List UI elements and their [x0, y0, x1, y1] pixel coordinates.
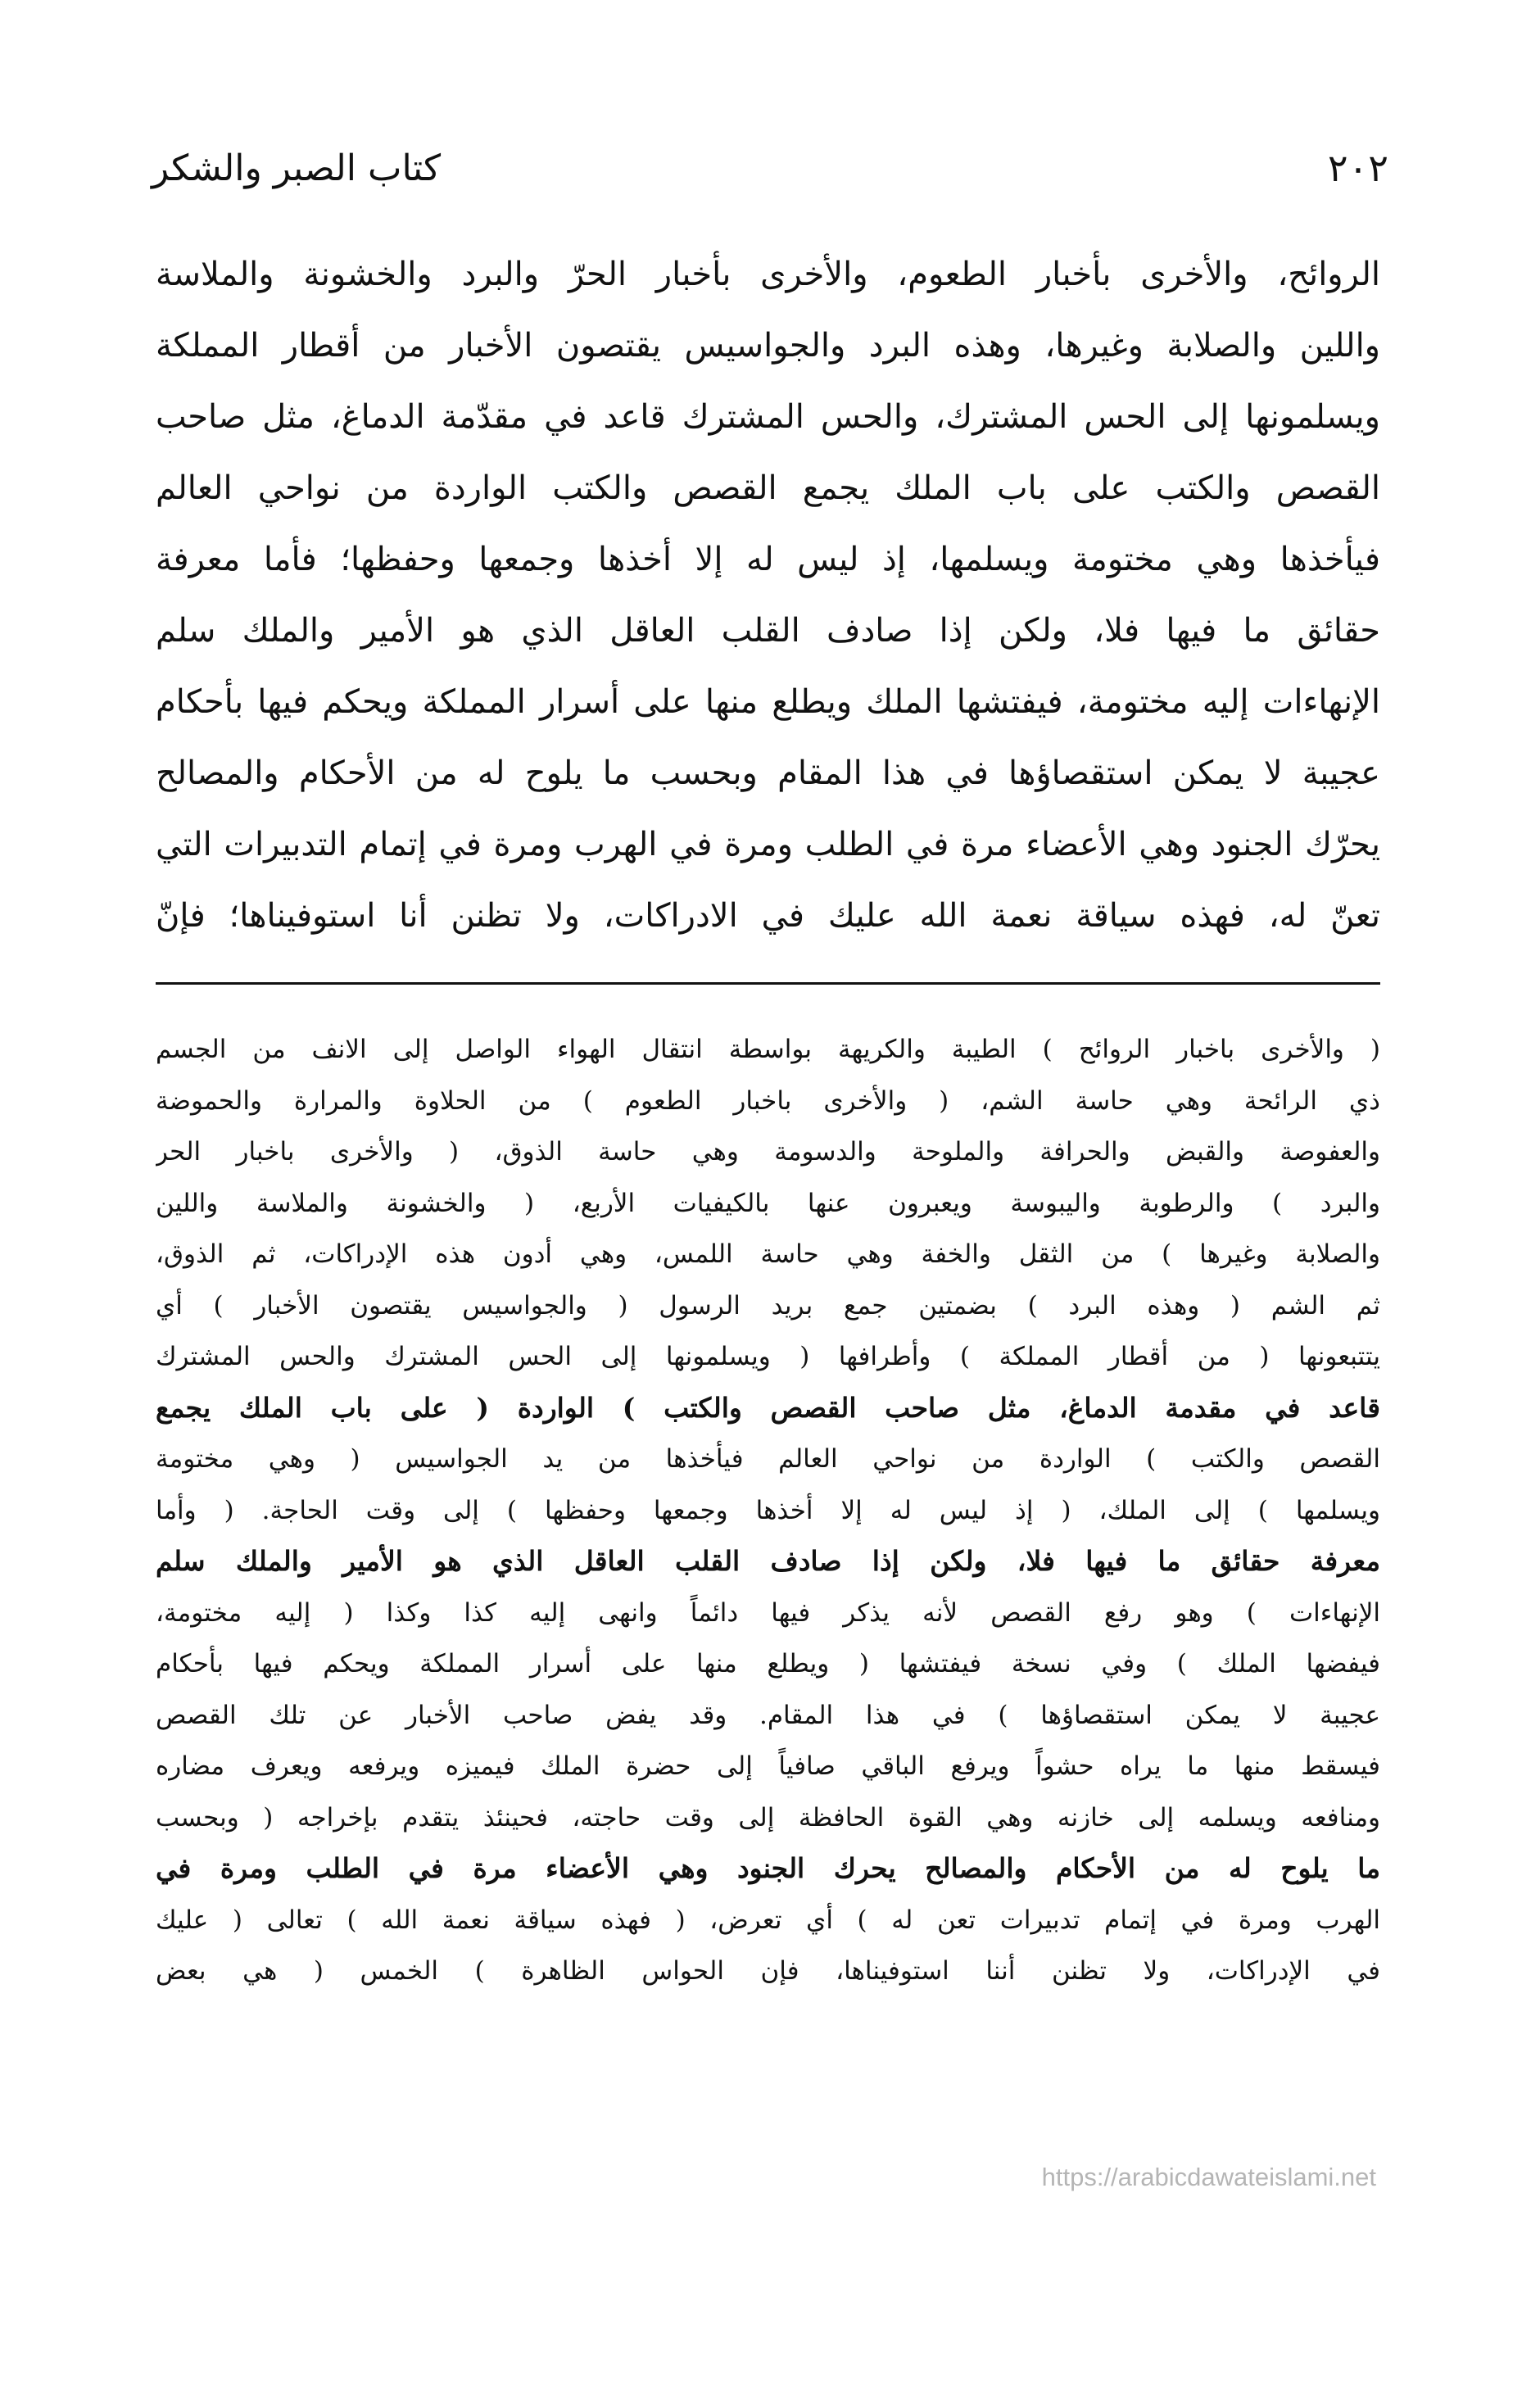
commentary-line: عجيبة لا يمكن استقصاؤها ) في هذا المقام. وقد يفض صاحب الأخبار عن تلك القصص: [156, 1700, 1380, 1730]
main-text-line: الإنهاءات إليه مختومة، فيفتشها الملك ويطلع منها على أسرار المملكة ويحكم فيها بأحكام: [156, 683, 1380, 721]
main-text-line: يحرّك الجنود وهي الأعضاء مرة في الطلب ومرة في الهرب ومرة في إتمام التدبيرات التي: [156, 826, 1380, 863]
commentary-text: [156, 1024, 1380, 1997]
watermark-url: https://arabicdawateislami.net: [1041, 2163, 1376, 2191]
commentary-line: والبرد ) والرطوبة واليبوسة ويعبرون عنها بالكيفيات الأربع، ( والخشونة والملاسة واللين: [156, 1188, 1380, 1218]
main-text-line: القصص والكتب على باب الملك يجمع القصص والكتب الواردة من نواحي العالم: [156, 469, 1380, 507]
page-number: ٢٠٢: [1327, 146, 1388, 190]
commentary-line: الهرب ومرة في إتمام تدبيرات تعن له ) أي تعرض، ( فهذه سياقة نعمة الله ) تعالى ( عليك: [156, 1905, 1380, 1935]
commentary-line: القصص والكتب ) الواردة من نواحي العالم فيأخذها من يد الجواسيس ( وهي مختومة: [156, 1444, 1380, 1474]
commentary-line: والصلابة وغيرها ) من الثقل والخفة وهي حاسة اللمس، وهي أدون هذه الإدراكات، ثم الذوق،: [156, 1239, 1380, 1269]
main-text-line: ويسلمونها إلى الحس المشترك، والحس المشترك قاعد في مقدّمة الدماغ، مثل صاحب: [156, 398, 1380, 436]
main-text-line: تعنّ له، فهذه سياقة نعمة الله عليك في الادراكات، ولا تظنن أنا استوفيناها؛ فإنّ: [156, 897, 1380, 935]
page-header: [152, 139, 1388, 197]
commentary-line: ما يلوح له من الأحكام والمصالح يحرك الجنود وهي الأعضاء مرة في الطلب ومرة في: [156, 1852, 1380, 1884]
commentary-line: في الإدراكات، ولا تظنن أننا استوفيناها، فإن الحواس الظاهرة ) الخمس ( هي بعض: [156, 1956, 1380, 1986]
book-title: كتاب الصبر والشكر: [152, 147, 442, 189]
commentary-line: ومنافعه ويسلمه إلى خازنه وهي القوة الحافظة إلى وقت حاجته، فحينئذ يتقدم بإخراجه ( وبحسب: [156, 1802, 1380, 1833]
commentary-line: ذي الرائحة وهي حاسة الشم، ( والأخرى باخبار الطعوم ) من الحلاوة والمرارة والحموضة: [156, 1085, 1380, 1116]
commentary-line: والعفوصة والقبض والحرافة والملوحة والدسومة وهي حاسة الذوق، ( والأخرى باخبار الحر: [156, 1137, 1380, 1167]
main-text-line: عجيبة لا يمكن استقصاؤها في هذا المقام وبحسب ما يلوح له من الأحكام والمصالح: [156, 754, 1380, 792]
commentary-line: الإنهاءات ) وهو رفع القصص لأنه يذكر فيها دائماً وانهى إليه كذا وكذا ( إليه مختومة،: [156, 1597, 1380, 1628]
commentary-line: قاعد في مقدمة الدماغ، مثل صاحب القصص والكتب ) الواردة ( على باب الملك يجمع: [156, 1391, 1380, 1424]
commentary-line: يتتبعونها ( من أقطار المملكة ) وأطرافها ( ويسلمونها إلى الحس المشترك والحس المشترك: [156, 1342, 1380, 1371]
main-text-line: فيأخذها وهي مختومة ويسلمها، إذ ليس له إلا أخذها وجمعها وحفظها؛ فأما معرفة: [156, 541, 1380, 578]
commentary-line: ( والأخرى باخبار الروائح ) الطيبة والكريهة بواسطة انتقال الهواء الواصل إلى الانف من الجسم: [156, 1035, 1380, 1064]
commentary-line: ثم الشم ( وهذه البرد ) بضمتين جمع بريد الرسول ( والجواسيس يقتصون الأخبار ) أي: [156, 1290, 1380, 1321]
main-text-line: واللين والصلابة وغيرها، وهذه البرد والجواسيس يقتصون الأخبار من أقطار المملكة: [156, 327, 1380, 365]
commentary-line: فيفضها الملك ) وفي نسخة فيفتشها ( ويطلع منها على أسرار المملكة ويحكم فيها بأحكام: [156, 1649, 1380, 1679]
main-text-line: حقائق ما فيها فلا، ولكن إذا صادف القلب العاقل الذي هو الأمير والملك سلم: [156, 612, 1380, 650]
commentary-line: فيسقط منها ما يراه حشواً ويرفع الباقي صافياً إلى حضرة الملك فيميزه ويرفعه ويعرف مضاره: [156, 1751, 1380, 1781]
commentary-line: معرفة حقائق ما فيها فلا، ولكن إذا صادف القلب العاقل الذي هو الأمير والملك سلم: [156, 1545, 1380, 1577]
commentary-line: ويسلمها ) إلى الملك، ( إذ ليس له إلا أخذها وجمعها وحفظها ) إلى وقت الحاجة. ( وأما: [156, 1495, 1380, 1525]
main-text-line: الروائح، والأخرى بأخبار الطعوم، والأخرى بأخبار الحرّ والبرد والخشونة والملاسة: [156, 256, 1380, 293]
footnote-divider: [156, 982, 1380, 985]
main-text: [156, 239, 1380, 952]
